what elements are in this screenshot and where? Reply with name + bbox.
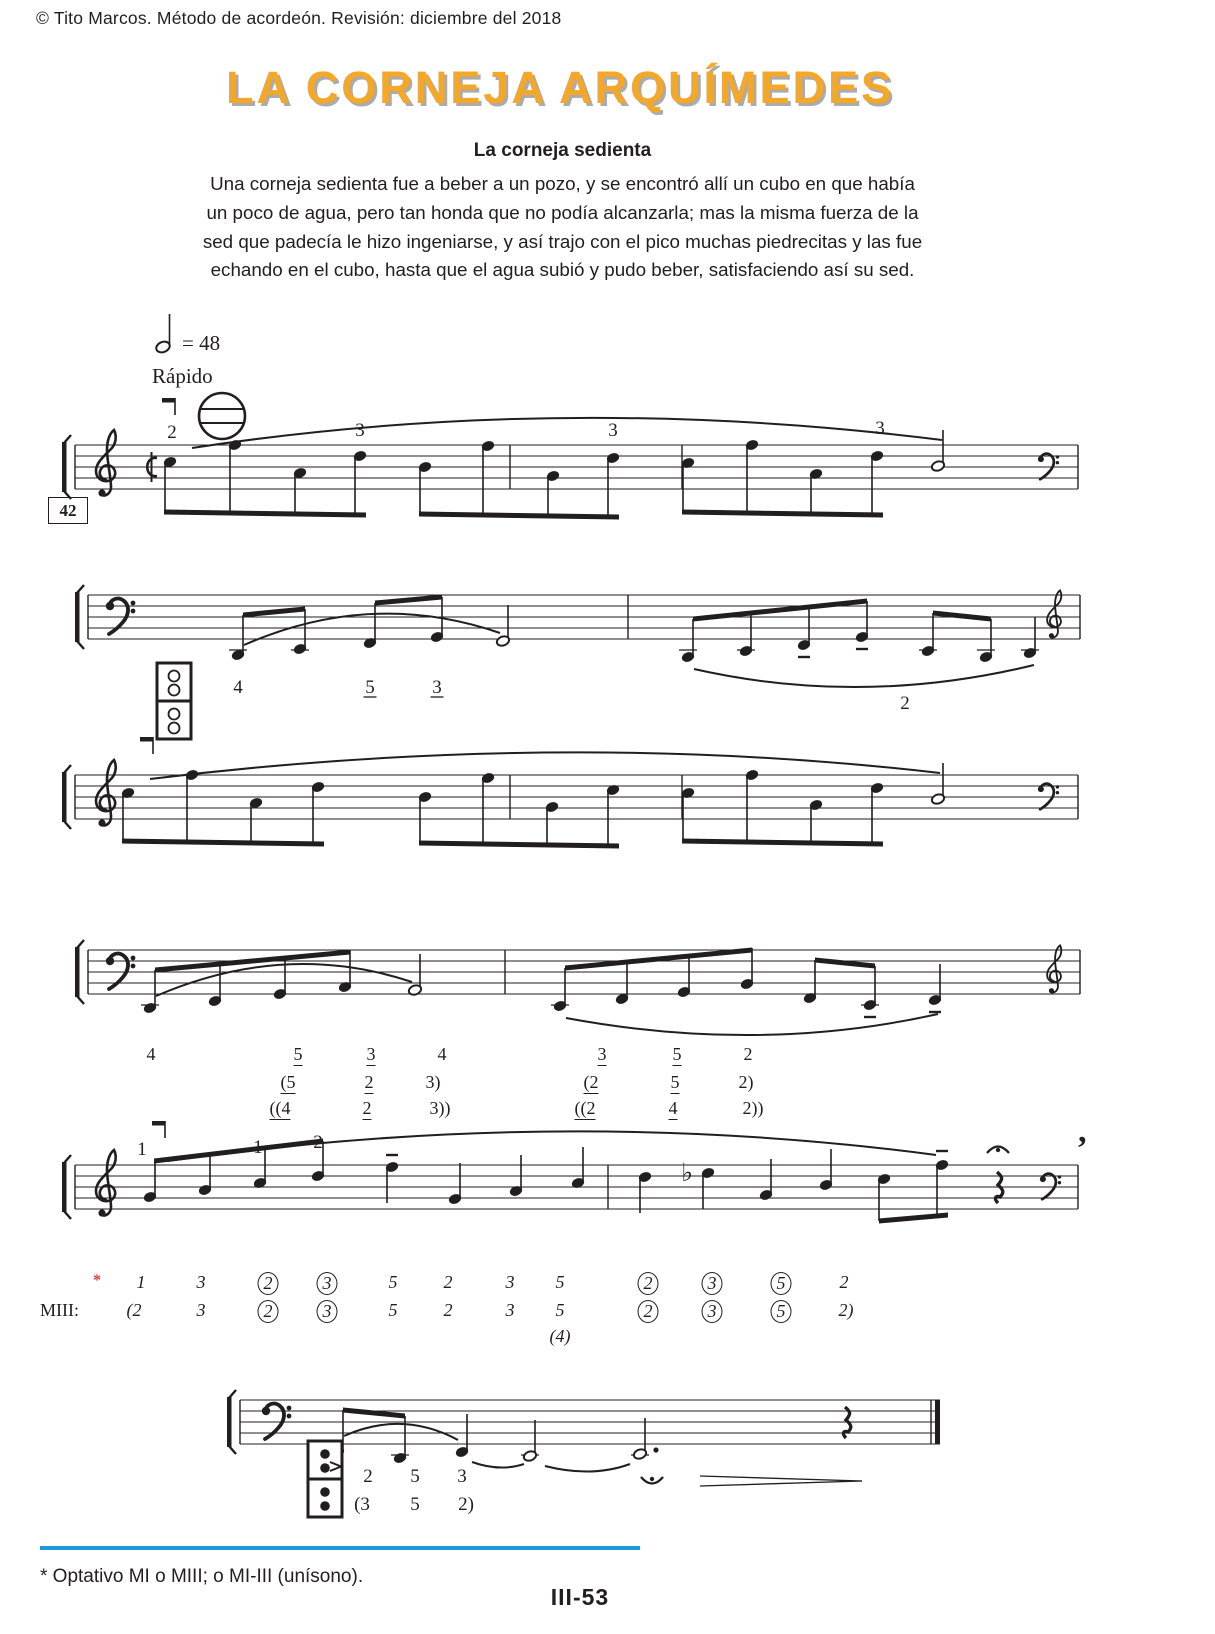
footnote: * Optativo MI o MIII; o MI-III (unísono).: [40, 1566, 364, 1587]
note: [928, 964, 943, 1006]
fingering-number: 2: [167, 422, 177, 443]
fingering-token: 3): [425, 1072, 441, 1092]
fingering-token: ((4: [269, 1098, 291, 1118]
story-line: echando en el cubo, hasta que el agua subió y pudo beber, satisfaciendo así su sed.: [210, 259, 915, 281]
note: [819, 1149, 834, 1191]
fingering-token: 4: [146, 1044, 156, 1064]
beam: [375, 595, 442, 606]
note: [143, 1161, 158, 1203]
fingering-token: 5: [388, 1300, 398, 1320]
treble-clef-icon: [96, 430, 116, 497]
note: [745, 769, 760, 842]
half-note: [931, 763, 946, 805]
note: [163, 456, 178, 512]
fingering-token: 2: [743, 1044, 753, 1064]
note: [803, 960, 818, 1004]
treble-clef-icon: [1047, 945, 1061, 993]
note: [861, 966, 879, 1011]
half-note: [631, 1418, 649, 1460]
note: [185, 769, 200, 841]
note: [353, 450, 368, 514]
story-line: un poco de agua, pero tan honda que no podía alcanzarla; mas la misma fuerza de la: [206, 201, 919, 223]
treble-clef-icon: [96, 760, 116, 827]
fingering-token: 2: [839, 1272, 849, 1292]
slur: [472, 1462, 524, 1468]
fingering-token: 4: [668, 1098, 678, 1118]
fingering-token: 5: [293, 1044, 303, 1064]
fingering-number: 1: [137, 1139, 147, 1160]
bass-clef-icon: [106, 599, 136, 634]
fingering-token: 2: [638, 1300, 659, 1323]
system-bracket: [62, 765, 71, 829]
slur: [545, 1464, 630, 1472]
half-note: [521, 1420, 539, 1462]
bass-register-icon: [157, 663, 191, 739]
inverted-fermata-icon: [641, 1477, 663, 1484]
beam: [343, 1408, 405, 1419]
fingering-token: 3: [366, 1044, 376, 1064]
fingering-token: (2: [126, 1300, 142, 1320]
system-bracket: [62, 1155, 71, 1219]
note: [870, 782, 885, 844]
story-line: sed que padecía le hizo ingeniarse, y así trajo con el pico muchas piedrecitas y las fue: [202, 230, 923, 252]
fingering-number: 4: [233, 677, 243, 698]
note: [681, 787, 696, 841]
note: [737, 613, 755, 657]
note: [418, 461, 433, 514]
final-barline: [935, 1400, 940, 1444]
note: [740, 948, 755, 990]
fingering-token: 2: [258, 1272, 279, 1295]
fingering-number: 5: [410, 1494, 420, 1515]
fingering-token: (5: [280, 1072, 296, 1092]
fingering-token: 5: [555, 1272, 565, 1292]
note: [228, 439, 243, 512]
note: [273, 956, 288, 1000]
beam: [879, 1213, 948, 1224]
fingering-number: 2): [458, 1494, 474, 1515]
note: [249, 797, 264, 843]
beam: [682, 510, 883, 518]
system-bracket: [227, 1390, 236, 1454]
fingering-token: 2: [258, 1300, 279, 1323]
note: [198, 1154, 213, 1196]
note: [638, 1171, 653, 1213]
fingering-token: (2: [583, 1072, 599, 1092]
tempo-marking: Rápido: [152, 364, 213, 388]
augmentation-dot-icon: [653, 1447, 658, 1452]
bass-clef-icon: [262, 1404, 292, 1439]
fingering-token: 3: [196, 1272, 206, 1292]
note: [571, 1147, 586, 1189]
fingering-token: 3: [597, 1044, 607, 1064]
fingering-number: 2: [313, 1132, 323, 1153]
music-system-1: [0, 400, 1215, 550]
note: [855, 601, 870, 643]
fingering-number: 3: [608, 420, 618, 441]
bass-clef-icon: [106, 954, 136, 989]
note: [121, 787, 136, 841]
fingering-number: 5: [410, 1466, 420, 1487]
treble-clef-icon: [96, 1150, 116, 1217]
note: [293, 467, 308, 514]
optional-asterisk: *: [93, 1272, 101, 1289]
bellows-mark-icon: [162, 398, 175, 415]
fingering-token: 5: [670, 1072, 680, 1092]
note: [681, 457, 696, 512]
fingering-token: 3)): [429, 1098, 451, 1118]
beam: [682, 839, 883, 847]
tempo-indication: [152, 310, 220, 356]
note: [870, 450, 885, 515]
system-bracket: [62, 435, 71, 499]
fingering-token: 2): [838, 1300, 854, 1320]
note: [745, 439, 760, 513]
note: [141, 970, 159, 1014]
fingering-token: 3: [505, 1300, 515, 1320]
music-system-6: [0, 1340, 1215, 1570]
fingering-token: 3: [317, 1300, 338, 1323]
note: [546, 470, 561, 516]
decrescendo-hairpin-icon: [700, 1476, 862, 1486]
fingering-token: ((2: [574, 1098, 596, 1118]
page-title: LA CORNEJA ARQUÍMEDES: [225, 62, 895, 113]
fingering-number: 2: [900, 693, 910, 714]
fingering-token: MIII:: [40, 1300, 79, 1320]
note: [481, 440, 496, 515]
fingering-number: 5: [365, 677, 375, 698]
fingering-number: 2: [363, 1466, 373, 1487]
note: [291, 609, 309, 655]
note: [385, 1161, 400, 1203]
note: [430, 597, 445, 643]
beam: [164, 510, 366, 518]
slur: [566, 1014, 938, 1035]
note: [311, 781, 326, 843]
fingering-token: 5: [771, 1272, 792, 1295]
tempo-equals: = 48: [182, 331, 221, 355]
breath-mark-icon: ’: [1076, 1130, 1088, 1167]
fingering-token: 3: [317, 1272, 338, 1295]
note: [797, 606, 812, 651]
fingering-token: (4): [549, 1326, 571, 1346]
note: [229, 615, 247, 661]
beam: [243, 607, 305, 618]
slur: [694, 665, 1034, 687]
half-note: [931, 430, 946, 472]
beam: [815, 958, 875, 969]
fingering-token: 5: [771, 1300, 792, 1323]
note: [551, 968, 569, 1012]
fingering-token: 3: [702, 1300, 723, 1323]
note: [919, 613, 937, 657]
music-system-3: [0, 745, 1215, 885]
treble-clef-icon: [1047, 590, 1061, 638]
fingering-token: 2: [443, 1300, 453, 1320]
fingering-token: 2: [638, 1272, 659, 1295]
note: [545, 801, 560, 845]
fingering-number: (3: [354, 1494, 370, 1515]
fingering-number: 3: [432, 677, 442, 698]
fingering-token: 2)): [742, 1098, 764, 1118]
copyright-line: © Tito Marcos. Método de acordeón. Revisión: diciembre del 2018: [36, 8, 562, 28]
system-bracket: [75, 940, 84, 1004]
system-bracket: [75, 585, 84, 649]
half-note: [496, 605, 511, 647]
beam: [419, 841, 619, 849]
note: [809, 468, 824, 514]
fingering-token: 2: [362, 1098, 372, 1118]
beam: [565, 948, 752, 971]
note: [679, 619, 697, 663]
fingering-token: 3: [702, 1272, 723, 1295]
music-system-2: [0, 575, 1215, 750]
bass-register-icon: [308, 1441, 342, 1517]
note: [809, 799, 824, 843]
beam: [122, 839, 324, 847]
fingering-number: 3: [875, 418, 885, 439]
story-line: Una corneja sedienta fue a beber a un pozo, y se encontró allí un cubo en que había: [210, 173, 915, 194]
note: [877, 1173, 892, 1221]
note: [208, 963, 223, 1007]
treble-register-icon: [199, 393, 245, 439]
fingering-number: 3: [355, 420, 365, 441]
fingering-token: 3: [505, 1272, 515, 1292]
flat-icon: ♭: [681, 1158, 693, 1187]
note: [1021, 617, 1039, 659]
fingering-token: 5: [388, 1272, 398, 1292]
fingering-number: 3: [457, 1466, 467, 1487]
fingering-token: 2: [364, 1072, 374, 1092]
beam: [419, 512, 619, 520]
slur: [344, 1424, 458, 1440]
fingering-token: 2: [443, 1272, 453, 1292]
note: [448, 1163, 463, 1205]
fingering-token: 4: [437, 1044, 447, 1064]
slur: [192, 418, 942, 448]
fingering-token: 5: [672, 1044, 682, 1064]
fingering-token: 2): [738, 1072, 754, 1092]
note: [455, 1414, 470, 1458]
half-note-icon: [152, 310, 176, 356]
note: [363, 603, 378, 649]
fingering-token: 3: [196, 1300, 206, 1320]
note: [701, 1167, 716, 1209]
music-system-5: [0, 1115, 1215, 1250]
note: [606, 784, 621, 846]
fingering-token: 5: [555, 1300, 565, 1320]
music-system-4: [0, 920, 1215, 1050]
beam: [933, 611, 991, 622]
note: [977, 619, 995, 663]
note: [418, 791, 433, 843]
footnote-rule: [40, 1546, 640, 1550]
fingering-number: 1: [253, 1137, 263, 1158]
fermata-icon: [987, 1147, 1009, 1154]
note: [606, 452, 621, 517]
story-heading: La corneja sedienta: [473, 140, 652, 161]
bellows-mark-icon: [152, 1121, 165, 1138]
slur: [168, 1131, 936, 1161]
half-note: [408, 954, 423, 996]
beam: [693, 599, 867, 622]
bellows-mark-icon: [140, 737, 153, 754]
page-number: III-53: [550, 1584, 610, 1610]
story-paragraph: [0, 170, 1125, 285]
exercise-number-box: 42: [48, 497, 88, 524]
fingering-token: 1: [136, 1272, 146, 1292]
